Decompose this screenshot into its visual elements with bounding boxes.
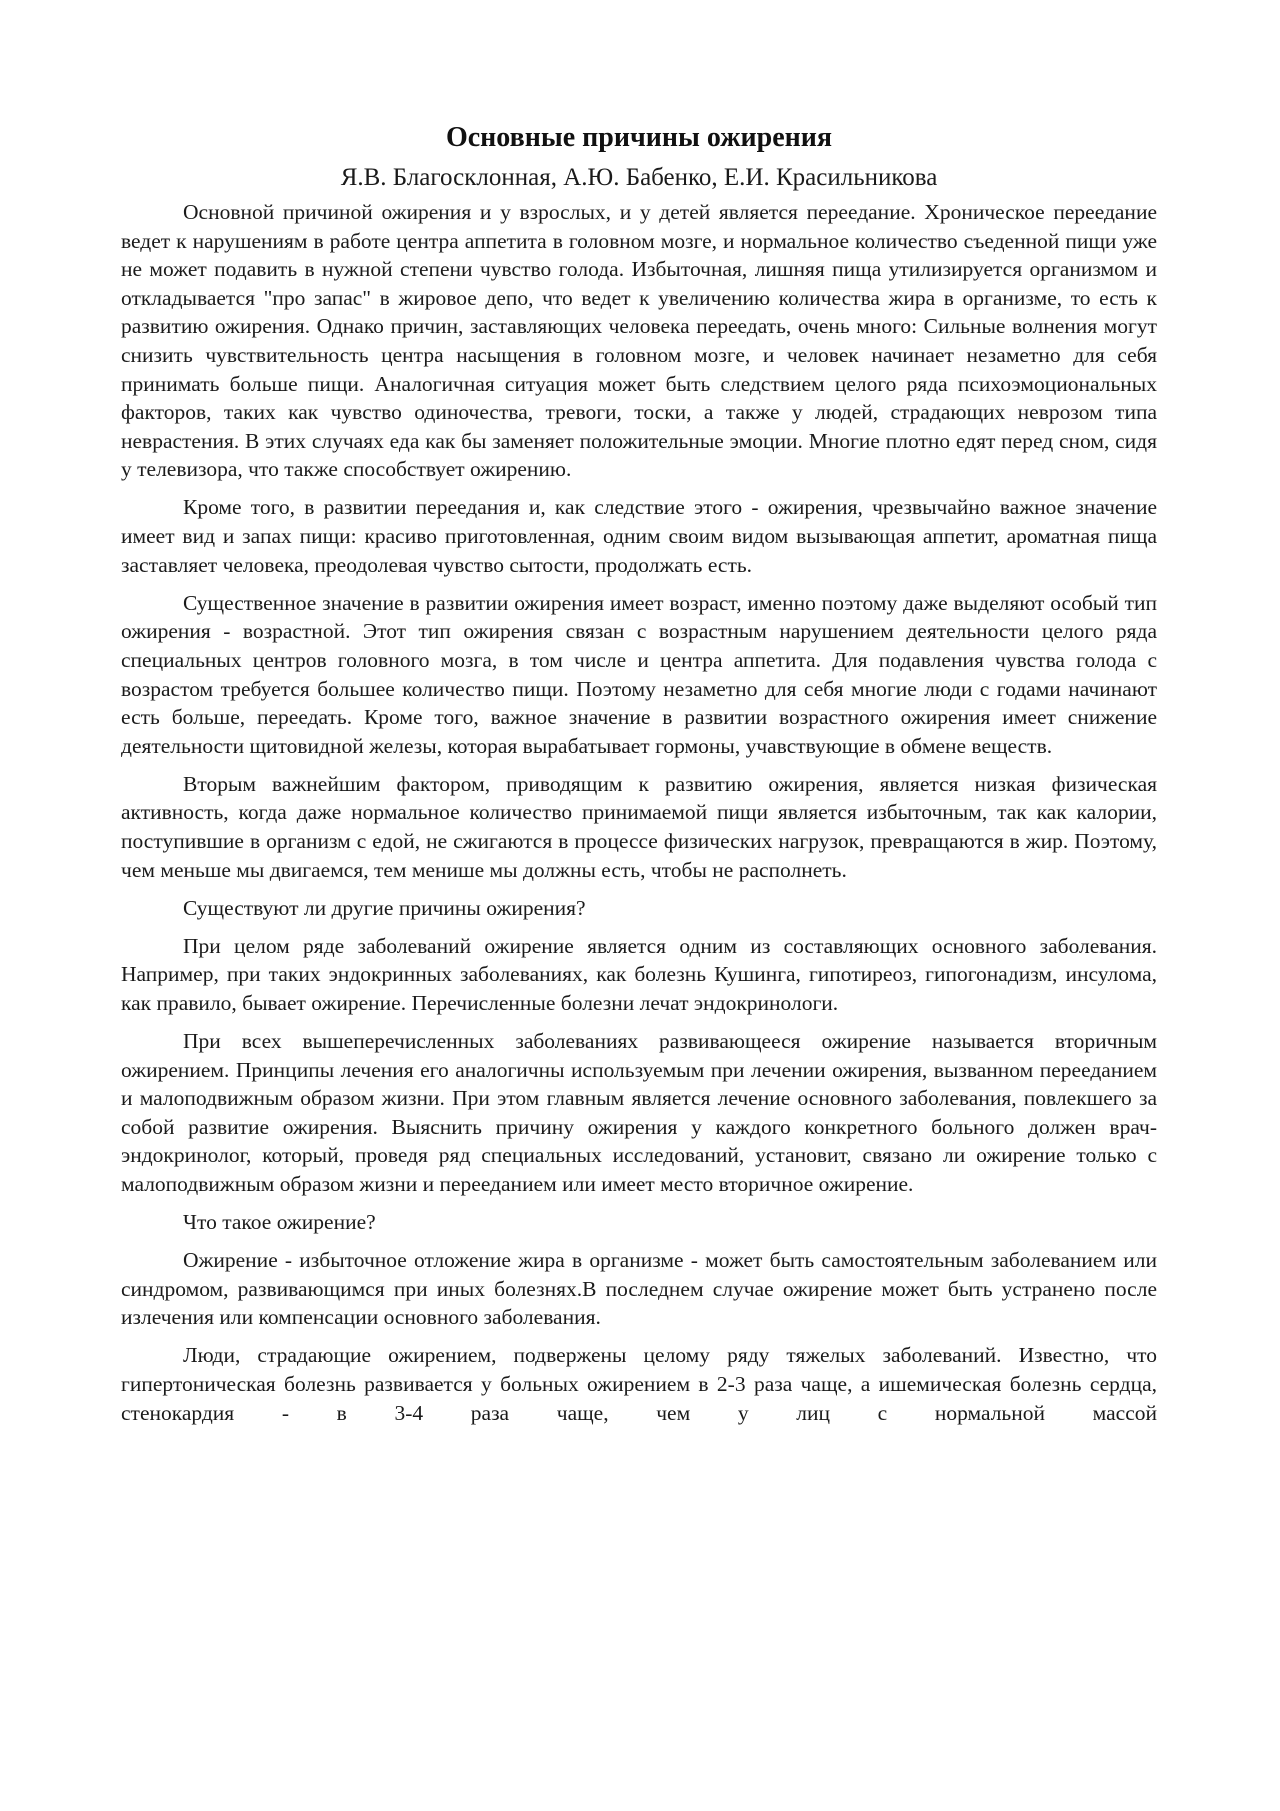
paragraph-obesity-definition: Ожирение - избыточное отложение жира в организме - может быть самостоятельным заболеванием или синдромом, развивающимся при иных болезнях.В последнем случае ожирение может быть устранено после излечения или компенсации основного заболевания. bbox=[121, 1248, 1157, 1330]
document-title: Основные причины ожирения bbox=[445, 122, 833, 153]
question-other-causes: Существуют ли другие причины ожирения? bbox=[183, 895, 586, 920]
document-page bbox=[121, 118, 1157, 1437]
paragraph-secondary-obesity: При всех вышеперечисленных заболеваниях развивающееся ожирение называется вторичным ожирением. Принципы лечения его аналогичны используемым при лечении ожирения, вызванном перееданием и малоподвижным образом жизни. При этом главным является лечение основного заболевания, повлекшего за собой развитие ожирения. Выяснить причину ожирения у каждого конкретного больного должен врач-эндокринолог, который, проведя ряд специальных исследований, установит, связано ли ожирение только с малоподвижным образом жизни и перееданием или имеет место вторичное ожирение. bbox=[121, 1029, 1157, 1196]
question-what-is-obesity: Что такое ожирение? bbox=[183, 1210, 376, 1235]
paragraph-low-activity: Вторым важнейшим фактором, приводящим к развитию ожирения, является низкая физическая активность, когда даже нормальное количество принимаемой пищи является избыточным, так как калории, поступившие в организм с едой, не сжигаются в процессе физических нагрузок, превращаются в жир. Поэтому, чем меньше мы двигаемся, тем менише мы должны есть, чтобы не располнеть. bbox=[121, 771, 1157, 882]
paragraph-age-factor: Существенное значение в развитии ожирения имеет возраст, именно поэтому даже выделяют особый тип ожирения - возрастной. Этот тип ожирения связан с возрастным нарушением деятельности целого ряда специальных центров головного мозга, в том числе и центра аппетита. Для подавления чувства голода с возрастом требуется большее количество пищи. Поэтому незаметно для себя многие люди с годами начинают есть больше, переедать. Кроме того, важное значение в развитии возрастного ожирения имеет снижение деятельности щитовидной железы, которая вырабатывает гормоны, учавствующие в обмене веществ. bbox=[121, 590, 1157, 758]
paragraph-overeating-main-cause: Основной причиной ожирения и у взрослых, и у детей является переедание. Хроническое переедание ведет к нарушениям в работе центра аппетита в головном мозге, и нормальное количество съеденной пищи уже не может подавить в нужной степени чувство голода. Избыточная, лишняя пища утилизируется организмом и откладывается "про запас" в жировое депо, что ведет к увеличению количества жира в организме, то есть к развитию ожирения. Однако причин, заставляющих человека переедать, очень много: Сильные волнения могут снизить чувствительность центра насыщения в головном мозге, и человек начинает незаметно для себя принимать больше пищи. Аналогичная ситуация может быть следствием целого ряда психоэмоциональных факторов, таких как чувство одиночества, тревоги, тоски, а также у людей, страдающих неврозом типа неврастения. В этих случаях еда как бы заменяет положительные эмоции. Многие плотно едят перед сном, сидя у телевизора, что также способствует ожирению. bbox=[121, 200, 1157, 482]
document-authors: Я.В. Благосклонная, А.Ю. Бабенко, Е.И. Красильникова bbox=[340, 164, 938, 191]
paragraph-related-diseases: Люди, страдающие ожирением, подвержены целому ряду тяжелых заболеваний. Известно, что гипертоническая болезнь развивается у больных ожирением в 2-3 раза чаще, а ишемическая болезнь сердца, стенокардия - в 3-4 раза чаще, чем у лиц с нормальной массой bbox=[121, 1343, 1157, 1425]
paragraph-endocrine-diseases: При целом ряде заболеваний ожирение является одним из составляющих основного заболевания. Например, при таких эндокринных заболеваниях, как болезнь Кушинга, гипотиреоз, гипогонадизм, инсулома, как правило, бывает ожирение. Перечисленные болезни лечат эндокринологи. bbox=[121, 933, 1157, 1015]
paragraph-food-appearance: Кроме того, в развитии переедания и, как следствие этого - ожирения, чрезвычайно важное значение имеет вид и запах пищи: красиво приготовленная, одним своим видом вызывающая аппетит, ароматная пища заставляет человека, преодолевая чувство сытости, продолжать есть. bbox=[121, 495, 1157, 577]
